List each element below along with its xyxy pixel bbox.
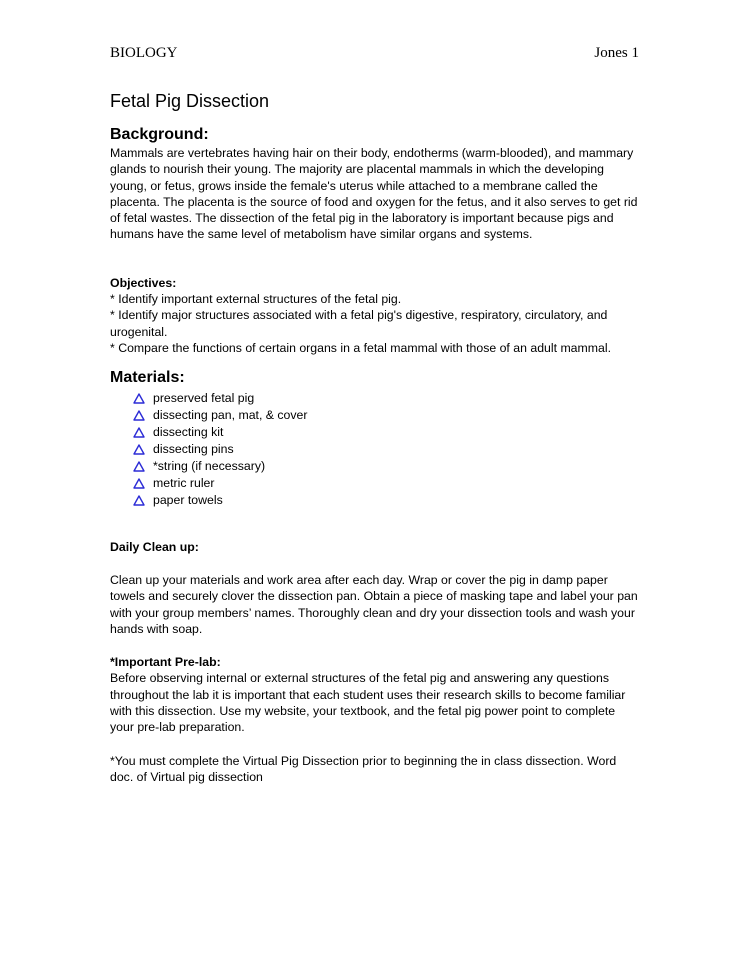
- objective-item: * Identify major structures associated with a fetal pig's digestive, respiratory, circulatory, and urogenital.: [110, 308, 608, 339]
- prelab-text: Before observing internal or external structures of the fetal pig and answering any questions throughout the lab it is important that each student uses their research skills to become familiar with this dissection. Use my website, your textbook, and the fetal pig power point to complete your pre-lab preparation.: [110, 671, 626, 735]
- triangle-outline-icon: [133, 410, 145, 421]
- list-item: [133, 458, 640, 475]
- prelab-section: [110, 654, 640, 735]
- triangle-outline-icon: [133, 444, 145, 455]
- material-label: dissecting pan, mat, & cover: [153, 408, 308, 423]
- virtual-dissection-note: *You must complete the Virtual Pig Dissection prior to beginning the in class dissection. Word doc. of Virtual pig dissection: [110, 753, 617, 784]
- list-item: [133, 424, 640, 441]
- materials-section: [110, 368, 640, 508]
- background-text: Mammals are vertebrates having hair on their body, endotherms (warm-blooded), and mammary glands to nourish their young. The majority are placental mammals in which the developing young, or fetus, grows inside the female's uterus while attached to a membrane called the placenta. The placenta is the source of food and oxygen for the fetus, and it also serves to get rid of fetal wastes. The dissection of the fetal pig in the laboratory is important because pigs and humans have the same level of metabolism have similar organs and systems.: [110, 146, 638, 242]
- material-label: dissecting kit: [153, 425, 224, 440]
- materials-list: [110, 390, 640, 508]
- triangle-outline-icon: [133, 461, 145, 472]
- header-course: BIOLOGY: [110, 45, 178, 61]
- background-section: [110, 125, 640, 243]
- list-item: [133, 390, 640, 407]
- cleanup-section: [110, 539, 640, 637]
- cleanup-heading: Daily Clean up:: [110, 539, 199, 554]
- objectives-section: [110, 275, 640, 356]
- list-item: [133, 441, 640, 458]
- running-header: [110, 44, 639, 62]
- document-title: Fetal Pig Dissection: [110, 91, 270, 111]
- background-heading: Background:: [110, 126, 209, 143]
- material-label: preserved fetal pig: [153, 391, 255, 406]
- header-page-number: Jones 1: [594, 45, 639, 61]
- triangle-outline-icon: [133, 478, 145, 489]
- material-label: *string (if necessary): [153, 458, 266, 473]
- list-item: [133, 492, 640, 509]
- document-body: [110, 90, 640, 785]
- objectives-heading: Objectives:: [110, 275, 177, 290]
- list-item: [133, 475, 640, 492]
- triangle-outline-icon: [133, 427, 145, 438]
- material-label: paper towels: [153, 492, 223, 507]
- objective-item: * Identify important external structures of the fetal pig.: [110, 292, 402, 307]
- triangle-outline-icon: [133, 495, 145, 506]
- objective-item: * Compare the functions of certain organs in a fetal mammal with those of an adult mammal.: [110, 340, 611, 355]
- materials-heading: Materials:: [110, 369, 185, 387]
- list-item: [133, 407, 640, 424]
- material-label: dissecting pins: [153, 441, 234, 456]
- prelab-heading: *Important Pre-lab:: [110, 655, 221, 670]
- material-label: metric ruler: [153, 475, 215, 490]
- cleanup-text: Clean up your materials and work area after each day. Wrap or cover the pig in damp paper towels and securely clover the dissection pan. Obtain a piece of masking tape and label your pan with your group members’ names. Thoroughly clean and dry your dissection tools and wash your hands with soap.: [110, 572, 638, 636]
- triangle-outline-icon: [133, 393, 145, 404]
